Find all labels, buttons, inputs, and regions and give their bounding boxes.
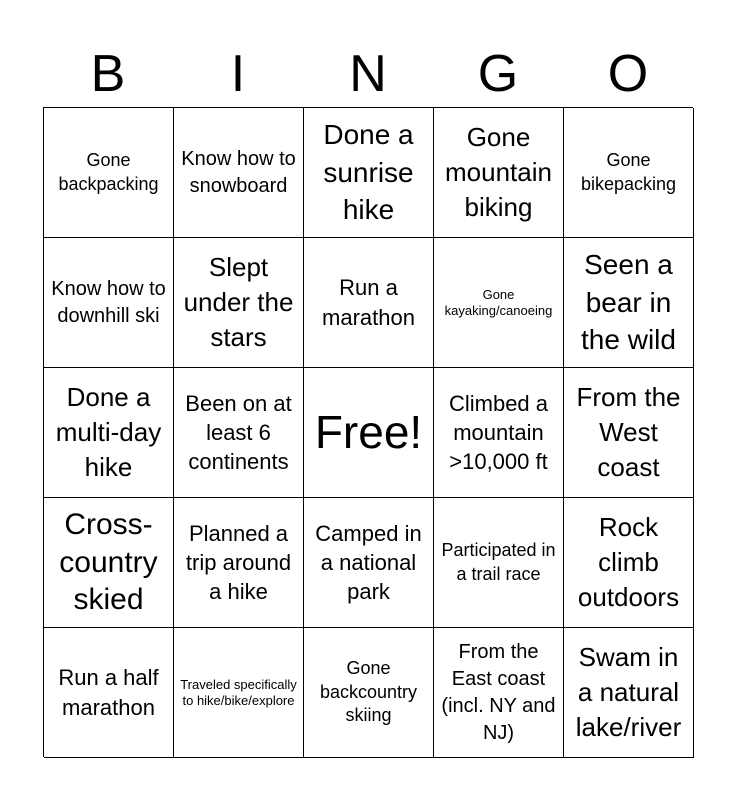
- cell-text: Know how to downhill ski: [51, 277, 166, 327]
- cell-text: Planned a trip around a hike: [185, 520, 292, 605]
- bingo-cell[interactable]: [434, 108, 564, 238]
- cell-text: Gone kayaking/canoeing: [444, 287, 553, 318]
- bingo-cell[interactable]: [564, 238, 694, 368]
- cell-text: Participated in a trail race: [441, 540, 556, 584]
- cell-text: Gone backcountry skiing: [319, 658, 418, 726]
- bingo-cell[interactable]: [304, 628, 434, 758]
- cell-text: Know how to snowboard: [181, 147, 296, 197]
- bingo-cell[interactable]: [434, 368, 564, 498]
- cell-text: Done a multi-day hike: [55, 381, 162, 483]
- cell-text: Slept under the stars: [183, 251, 294, 353]
- cell-text: Gone mountain biking: [445, 121, 552, 223]
- bingo-cell[interactable]: [564, 368, 694, 498]
- bingo-cell[interactable]: [304, 498, 434, 628]
- bingo-cell[interactable]: [174, 498, 304, 628]
- cell-text: Swam in a natural lake/river: [575, 641, 682, 743]
- header-letter-n: N: [349, 45, 387, 103]
- bingo-cell[interactable]: [44, 498, 174, 628]
- header-letter-i: I: [230, 45, 246, 103]
- cell-text: Climbed a mountain >10,000 ft: [448, 390, 549, 475]
- header-letter-o: O: [607, 45, 649, 103]
- bingo-cell[interactable]: [44, 628, 174, 758]
- bingo-cell[interactable]: [174, 368, 304, 498]
- cell-text: Done a sunrise hike: [323, 118, 414, 226]
- bingo-cell[interactable]: [304, 108, 434, 238]
- cell-text: Rock climb outdoors: [577, 511, 680, 613]
- bingo-board: [43, 107, 693, 757]
- cell-text: Run a marathon: [322, 275, 415, 330]
- bingo-cell[interactable]: [564, 628, 694, 758]
- bingo-cell[interactable]: [44, 238, 174, 368]
- bingo-cell-free[interactable]: [304, 368, 434, 498]
- cell-text: From the West coast: [576, 381, 681, 483]
- bingo-cell[interactable]: [44, 108, 174, 238]
- cell-text: Seen a bear in the wild: [581, 248, 676, 356]
- cell-text: Cross-country skied: [59, 508, 158, 617]
- bingo-cell[interactable]: [174, 628, 304, 758]
- bingo-cell[interactable]: [304, 238, 434, 368]
- header-letter-b: B: [90, 45, 126, 103]
- bingo-cell[interactable]: [174, 108, 304, 238]
- cell-text: Been on at least 6 continents: [185, 390, 292, 475]
- bingo-cell[interactable]: [174, 238, 304, 368]
- bingo-cell[interactable]: [434, 628, 564, 758]
- bingo-cell[interactable]: [564, 108, 694, 238]
- cell-text: Traveled specifically to hike/bike/explore: [180, 677, 297, 708]
- bingo-cell[interactable]: [434, 238, 564, 368]
- bingo-cell[interactable]: [434, 498, 564, 628]
- free-space-text: Free!: [314, 406, 423, 459]
- bingo-cell[interactable]: [564, 498, 694, 628]
- cell-text: Camped in a national park: [315, 520, 422, 605]
- bingo-cell[interactable]: [44, 368, 174, 498]
- cell-text: Gone backpacking: [58, 150, 159, 194]
- cell-text: Gone bikepacking: [580, 150, 677, 194]
- cell-text: Run a half marathon: [58, 665, 159, 720]
- header-letter-g: G: [477, 45, 519, 103]
- cell-text: From the East coast (incl. NY and NJ): [441, 640, 556, 744]
- bingo-header: [43, 42, 693, 106]
